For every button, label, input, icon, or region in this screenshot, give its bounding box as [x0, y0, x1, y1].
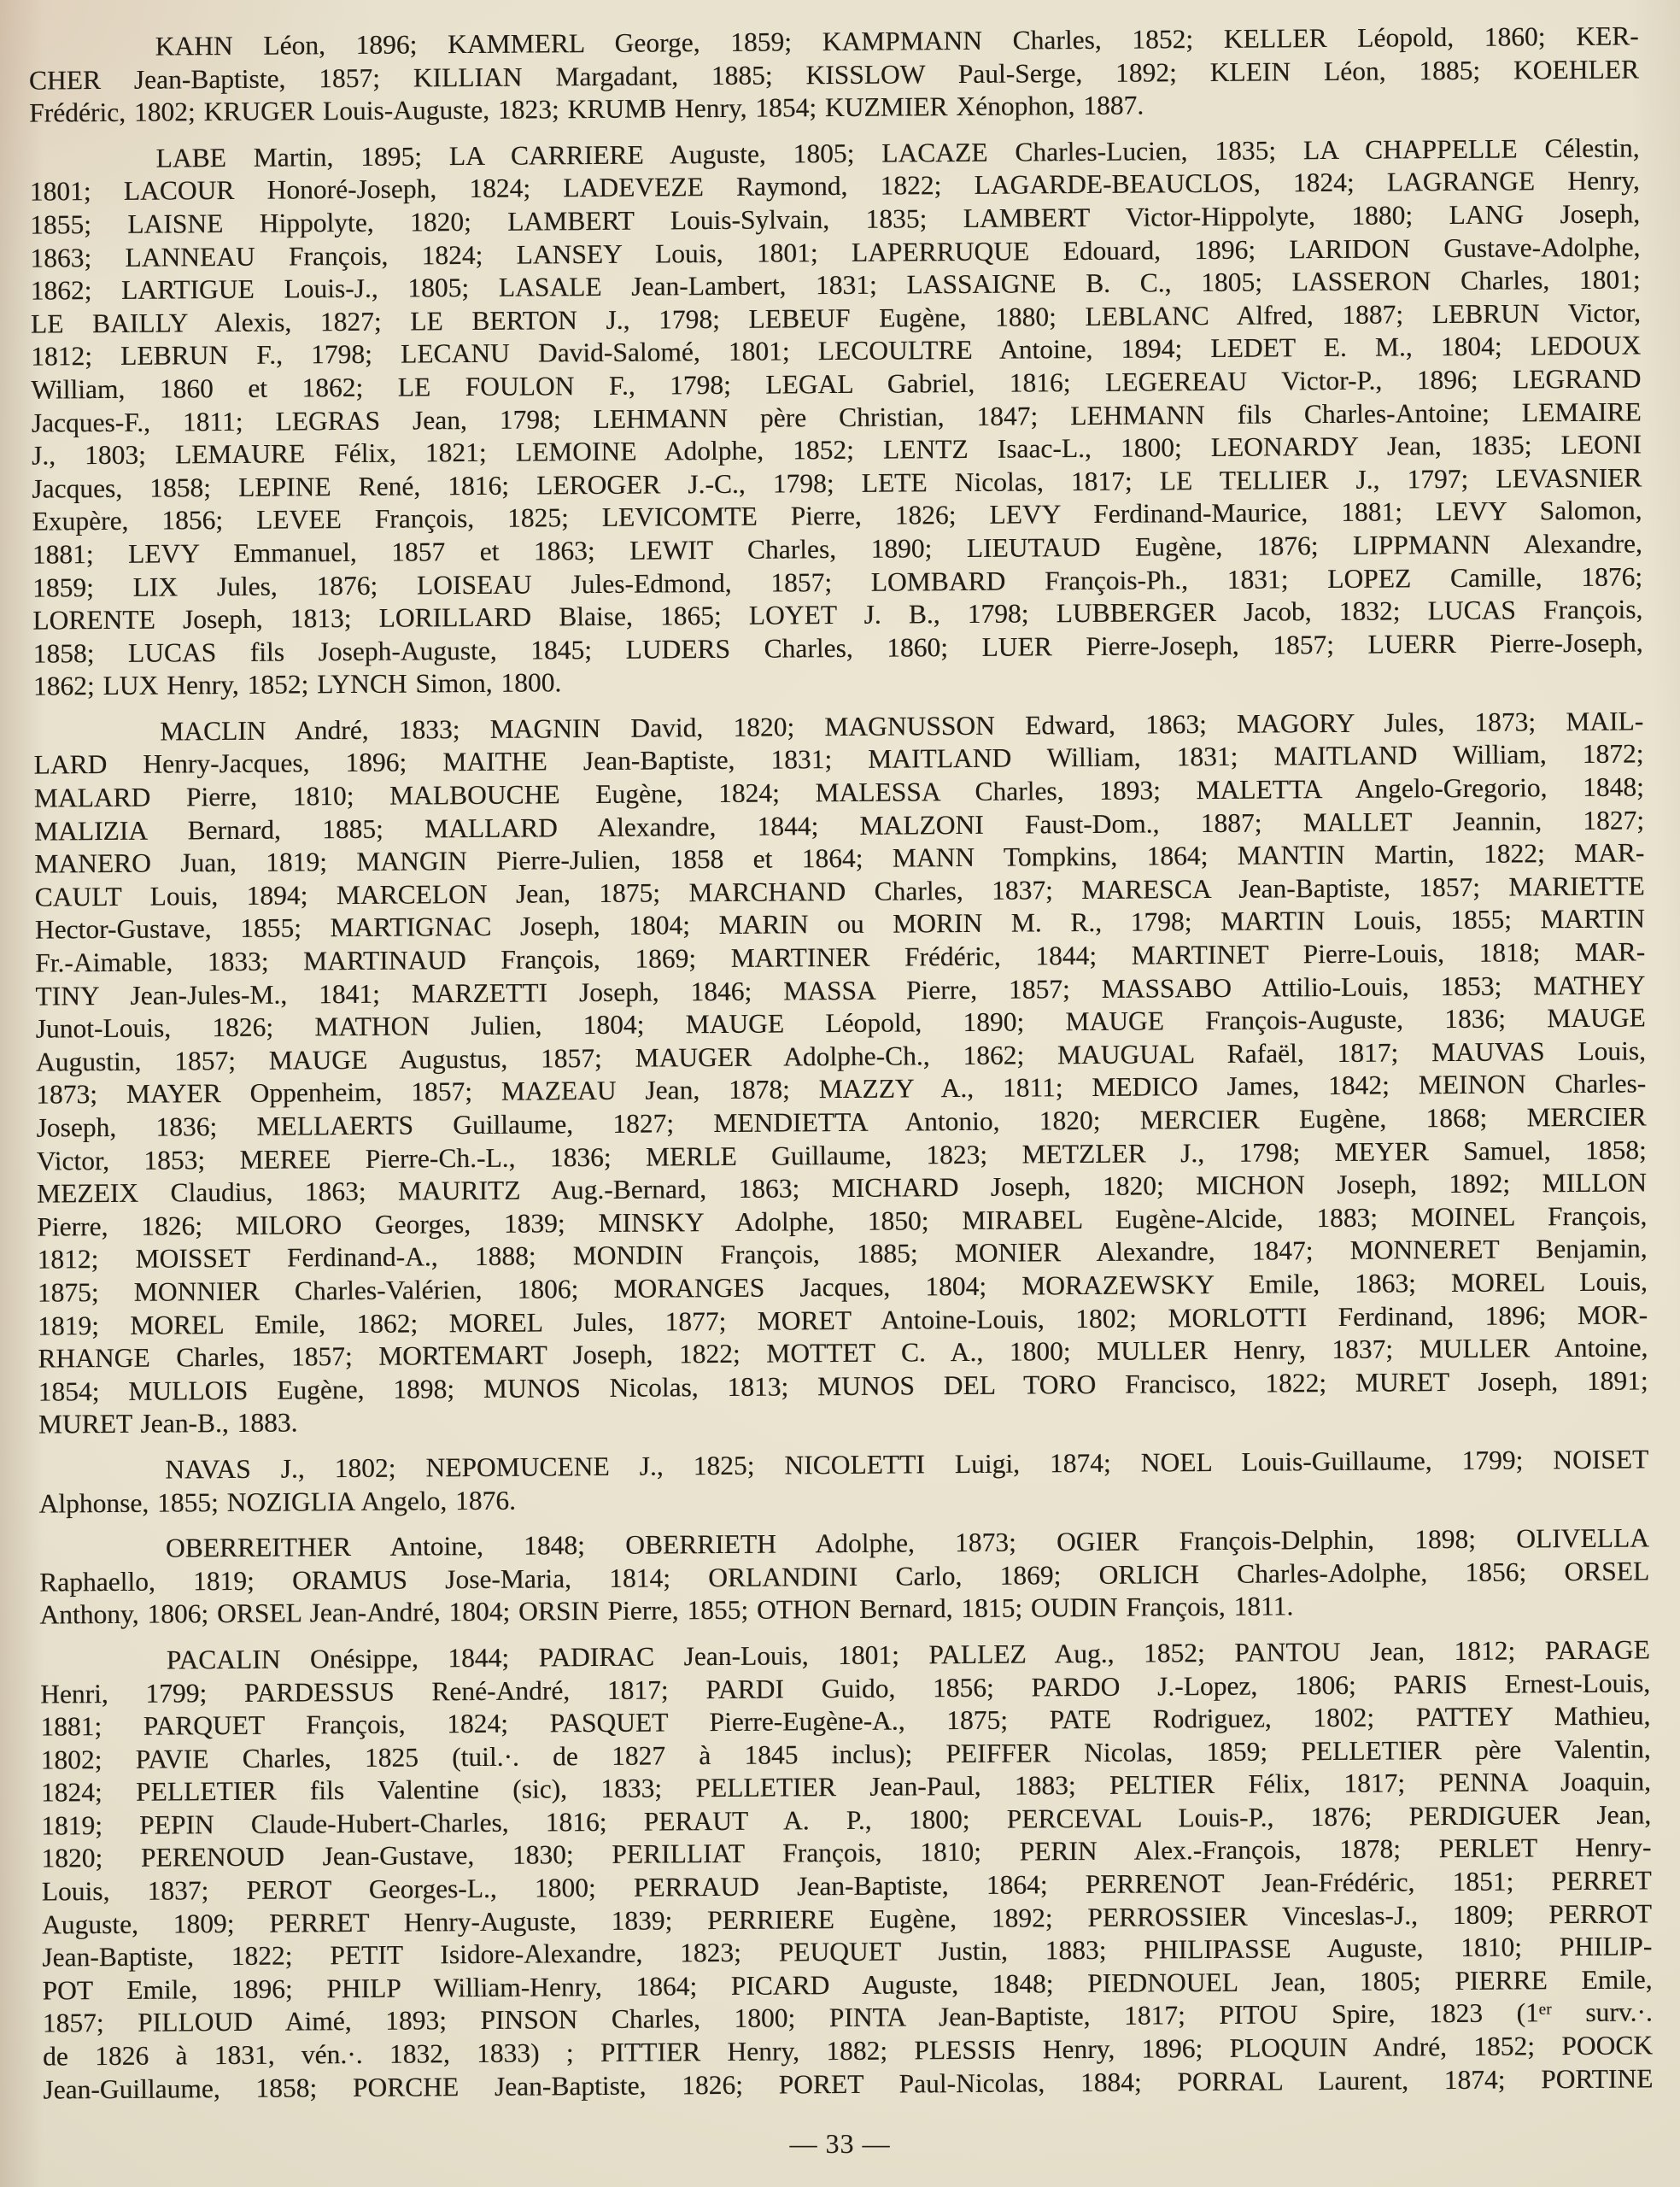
text-line: MALIZIA Bernard, 1885; MALLARD Alexandre, 1844; MALZONI Faust-Dom., 1887; MALLET Jeannin, 1827; [33, 805, 1645, 847]
text-line: 1862; LARTIGUE Louis-J., 1805; LASALE Jean-Lambert, 1831; LASSAIGNE B. C., 1805; LASSERON Charles, 1801; [30, 264, 1641, 306]
text-line: Jean-Guillaume, 1858; PORCHE Jean-Baptiste, 1826; PORET Paul-Nicolas, 1884; PORRAL Laurent, 1874; PORTINE [43, 2063, 1654, 2105]
text-line: 1881; PARQUET François, 1824; PASQUET Pierre-Eugène-A., 1875; PATE Rodriguez, 1802; PATTEY Mathieu, [40, 1700, 1651, 1742]
text-line: Frédéric, 1802; KRUGER Louis-Auguste, 1823; KRUMB Henry, 1854; KUZMIER Xénophon, 1887. [29, 90, 1144, 128]
text-line: Jean-Baptiste, 1822; PETIT Isidore-Alexandre, 1823; PEUQUET Justin, 1883; PHILIPASSE Auguste, 1810; PHILIP- [42, 1931, 1653, 1973]
text-line: Louis, 1837; PEROT Georges-L., 1800; PERRAUD Jean-Baptiste, 1864; PERRENOT Jean-Frédéric, 1851; PERRET [41, 1865, 1652, 1907]
text-line: Fr.-Aimable, 1833; MARTINAUD François, 1869; MARTINER Frédéric, 1844; MARTINET Pierre-Louis, 1818; MAR- [35, 936, 1646, 978]
page-number: — 33 — [789, 2128, 891, 2159]
text-line: Victor, 1853; MEREE Pierre-Ch.-L., 1836; MERLE Guillaume, 1823; METZLER J., 1798; MEYER Samuel, 1858; [36, 1135, 1647, 1176]
text-line: Henri, 1799; PARDESSUS René-André, 1817; PARDI Guido, 1856; PARDO J.-Lopez, 1806; PARIS Ernest-Louis, [40, 1667, 1651, 1709]
text-line: NAVAS J., 1802; NEPOMUCENE J., 1825; NICOLETTI Luigi, 1874; NOEL Louis-Guillaume, 1799; NOISET [165, 1444, 1649, 1485]
text-line: LORENTE Joseph, 1813; LORILLARD Blaise, 1865; LOYET J. B., 1798; LUBBERGER Jacob, 1832; LUCAS François, [32, 594, 1643, 636]
text-line: Joseph, 1836; MELLAERTS Guillaume, 1827; MENDIETTA Antonio, 1820; MERCIER Eugène, 1868; MERCIER [36, 1101, 1647, 1143]
text-line: Auguste, 1809; PERRET Henry-Auguste, 1839; PERRIERE Eugène, 1892; PERROSSIER Vinceslas-J., 1809; PERROT [41, 1898, 1653, 1940]
text-line: 1824; PELLETIER fils Valentine (sic), 1833; PELLETIER Jean-Paul, 1883; PELTIER Félix, 1817; PENNA Joaquin, [40, 1766, 1652, 1808]
text-line: LABE Martin, 1895; LA CARRIERE Auguste, 1805; LACAZE Charles-Lucien, 1835; LA CHAPPELLE Célestin, [155, 132, 1640, 173]
text-line: 1819; PEPIN Claude-Hubert-Charles, 1816; PERAUT A. P., 1800; PERCEVAL Louis-P., 1876; PERDIGUER Jean, [41, 1799, 1652, 1841]
paragraph-n [38, 1443, 1648, 1520]
text-line: William, 1860 et 1862; LE FOULON F., 1798; LEGAL Gabriel, 1816; LEGEREAU Victor-P., 1896; LEGRAND [31, 363, 1642, 405]
text-line: CAULT Louis, 1894; MARCELON Jean, 1875; MARCHAND Charles, 1837; MARESCA Jean-Baptiste, 1857; MARIETTE [34, 871, 1645, 912]
text-line: Jacques, 1858; LEPINE René, 1816; LEROGER J.-C., 1798; LETE Nicolas, 1817; LE TELLIER J., 1797; LEVASNIER [32, 462, 1642, 504]
text-line: 1819; MOREL Emile, 1862; MOREL Jules, 1877; MORET Antoine-Louis, 1802; MORLOTTI Ferdinand, 1896; MOR- [37, 1299, 1648, 1341]
text-line: J., 1803; LEMAURE Félix, 1821; LEMOINE Adolphe, 1852; LENTZ Isaac-L., 1800; LEONARDY Jean, 1835; LEONI [31, 429, 1642, 471]
text-line: 1812; LEBRUN F., 1798; LECANU David-Salomé, 1801; LECOULTRE Antoine, 1894; LEDET E. M., 1804; LEDOUX [31, 330, 1642, 372]
text-line: 1859; LIX Jules, 1876; LOISEAU Jules-Edmond, 1857; LOMBARD François-Ph., 1831; LOPEZ Camille, 1876; [32, 560, 1643, 603]
text-line: 1812; MOISSET Ferdinand-A., 1888; MONDIN François, 1885; MONIER Alexandre, 1847; MONNERET Benjamin, [37, 1233, 1648, 1275]
text-line: Augustin, 1857; MAUGE Augustus, 1857; MAUGER Adolphe-Ch., 1862; MAUGUAL Rafaël, 1817; MAUVAS Louis, [35, 1035, 1647, 1077]
paragraph-k [29, 20, 1640, 130]
text-line: Hector-Gustave, 1855; MARTIGNAC Joseph, 1804; MARIN ou MORIN M. R., 1798; MARTIN Louis, 1855; MARTIN [34, 903, 1645, 946]
text-line: MURET Jean-B., 1883. [38, 1407, 298, 1439]
text-line: de 1826 à 1831, vén.·. 1832, 1833) ; PITTIER Henry, 1882; PLESSIS Henry, 1896; PLOQUIN André, 1852; POOCK [42, 2030, 1654, 2072]
text-line: Jacques-F., 1811; LEGRAS Jean, 1798; LEHMANN père Christian, 1847; LEHMANN fils Charles-Antoine; LEMAIRE [31, 396, 1642, 438]
paragraph-l [29, 132, 1643, 703]
text-line: 1857; PILLOUD Aimé, 1893; PINSON Charles, 1800; PINTA Jean-Baptiste, 1817; PITOU Spire, 1823 (1ᵉʳ surv.·. [42, 1996, 1653, 2038]
text-line: LE BAILLY Alexis, 1827; LE BERTON J., 1798; LEBEUF Eugène, 1880; LEBLANC Alfred, 1887; LEBRUN Victor, [30, 297, 1642, 339]
text-line: Exupère, 1856; LEVEE François, 1825; LEVICOMTE Pierre, 1826; LEVY Ferdinand-Maurice, 1881; LEVY Salomon, [32, 495, 1642, 536]
text-line: LARD Henry-Jacques, 1896; MAITHE Jean-Baptiste, 1831; MAITLAND William, 1831; MAITLAND William, 1872; [33, 738, 1644, 781]
text-line: MEZEIX Claudius, 1863; MAURITZ Aug.-Bernard, 1863; MICHARD Joseph, 1820; MICHON Joseph, 1892; MILLON [36, 1167, 1648, 1209]
text-line: 1820; PERENOUD Jean-Gustave, 1830; PERILLIAT François, 1810; PERIN Alex.-François, 1878; PERLET Henry- [41, 1832, 1652, 1874]
text-line: Junot-Louis, 1826; MATHON Julien, 1804; MAUGE Léopold, 1890; MAUGE François-Auguste, 1836; MAUGE [35, 1002, 1646, 1044]
paragraph-p [40, 1633, 1654, 2106]
page-footer [0, 2128, 1680, 2160]
text-line: MANERO Juan, 1819; MANGIN Pierre-Julien, 1858 et 1864; MANN Tompkins, 1864; MANTIN Martin, 1822; MAR- [34, 837, 1645, 879]
text-line: Anthony, 1806; ORSEL Jean-André, 1804; ORSIN Pierre, 1855; OTHON Bernard, 1815; OUDIN François, 1811. [39, 1591, 1294, 1630]
text-line: 1862; LUX Henry, 1852; LYNCH Simon, 1800. [32, 667, 562, 701]
text-line: 1854; MULLOIS Eugène, 1898; MUNOS Nicolas, 1813; MUNOS DEL TORO Francisco, 1822; MURET Joseph, 1891; [38, 1365, 1648, 1407]
page-text [29, 20, 1654, 2106]
text-line: CHER Jean-Baptiste, 1857; KILLIAN Margadant, 1885; KISSLOW Paul-Serge, 1892; KLEIN Léon, 1885; KOEHLER [28, 54, 1640, 96]
text-line: 1863; LANNEAU François, 1824; LANSEY Louis, 1801; LAPERRUQUE Edouard, 1896; LARIDON Gustave-Adolphe, [30, 232, 1641, 273]
text-line: 1801; LACOUR Honoré-Joseph, 1824; LADEVEZE Raymond, 1822; LAGARDE-BEAUCLOS, 1824; LAGRANGE Henry, [29, 165, 1640, 207]
text-line: TINY Jean-Jules-M., 1841; MARZETTI Joseph, 1846; MASSA Pierre, 1857; MASSABO Attilio-Louis, 1853; MATHEY [35, 970, 1646, 1011]
text-line: 1881; LEVY Emmanuel, 1857 et 1863; LEWIT Charles, 1890; LIEUTAUD Eugène, 1876; LIPPMANN Alexandre, [32, 528, 1642, 570]
text-line: 1855; LAISNE Hippolyte, 1820; LAMBERT Louis-Sylvain, 1835; LAMBERT Victor-Hippolyte, 1880; LANG Joseph, [30, 198, 1641, 240]
text-line: POT Emile, 1896; PHILP William-Henry, 1864; PICARD Auguste, 1848; PIEDNOUEL Jean, 1805; PIERRE Emile, [42, 1964, 1653, 2006]
text-line: MALARD Pierre, 1810; MALBOUCHE Eugène, 1824; MALESSA Charles, 1893; MALETTA Angelo-Gregorio, 1848; [33, 771, 1644, 813]
text-line: Alphonse, 1855; NOZIGLIA Angelo, 1876. [38, 1485, 517, 1519]
text-line: Pierre, 1826; MILORO Georges, 1839; MINSKY Adolphe, 1850; MIRABEL Eugène-Alcide, 1883; MOINEL François, [37, 1200, 1648, 1242]
text-line: OBERREITHER Antoine, 1848; OBERRIETH Adolphe, 1873; OGIER François-Delphin, 1898; OLIVELLA [165, 1522, 1650, 1563]
text-line: KAHN Léon, 1896; KAMMERL George, 1859; KAMPMANN Charles, 1852; KELLER Léopold, 1860; KER- [155, 21, 1639, 62]
paragraph-o [39, 1522, 1650, 1633]
text-line: 1873; MAYER Oppenheim, 1857; MAZEAU Jean, 1878; MAZZY A., 1811; MEDICO James, 1842; MEINON Charles- [36, 1068, 1647, 1110]
text-line: 1802; PAVIE Charles, 1825 (tuil.·. de 1827 à 1845 inclus); PEIFFER Nicolas, 1859; PELLETIER père Valentin, [40, 1733, 1651, 1775]
paragraph-m [33, 705, 1648, 1441]
text-line: 1875; MONNIER Charles-Valérien, 1806; MORANGES Jacques, 1804; MORAZEWSKY Emile, 1863; MOREL Louis, [37, 1266, 1648, 1308]
text-line: Raphaello, 1819; ORAMUS Jose-Maria, 1814; ORLANDINI Carlo, 1869; ORLICH Charles-Adolphe, 1856; ORSEL [39, 1556, 1650, 1598]
text-line: RHANGE Charles, 1857; MORTEMART Joseph, 1822; MOTTET C. A., 1800; MULLER Henry, 1837; MULLER Antoine, [38, 1332, 1648, 1374]
text-line: MACLIN André, 1833; MAGNIN David, 1820; MAGNUSSON Edward, 1863; MAGORY Jules, 1873; MAIL- [160, 706, 1644, 747]
text-line: 1858; LUCAS fils Joseph-Auguste, 1845; LUDERS Charles, 1860; LUER Pierre-Joseph, 1857; LUERR Pierre-Joseph, [32, 627, 1643, 669]
text-line: PACALIN Onésippe, 1844; PADIRAC Jean-Louis, 1801; PALLEZ Aug., 1852; PANTOU Jean, 1812; PARAGE [166, 1634, 1650, 1675]
